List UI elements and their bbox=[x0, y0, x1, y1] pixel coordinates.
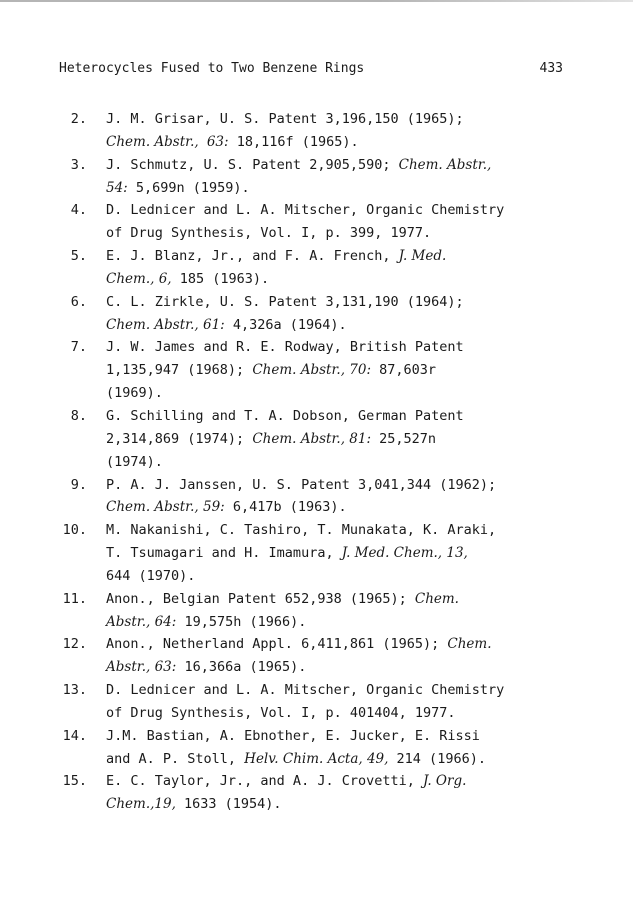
citation-italic: Chem. Abstr., bbox=[398, 156, 492, 173]
reference-line bbox=[106, 268, 626, 291]
citation-text: 19,575h (1966). bbox=[176, 613, 307, 630]
reference-text bbox=[106, 725, 626, 771]
reference-line bbox=[106, 496, 626, 519]
reference-number: 3. bbox=[70, 156, 87, 173]
reference-line bbox=[106, 770, 626, 793]
citation-text: D. Lednicer and L. A. Mitscher, Organic Chemistry bbox=[106, 682, 505, 699]
citation-text: Anon., Netherland Appl. 6,411,861 (1965); bbox=[106, 636, 448, 653]
reference-number: 15. bbox=[62, 773, 87, 790]
top-rule bbox=[0, 0, 633, 2]
reference-entry bbox=[0, 679, 633, 725]
reference-entry bbox=[0, 291, 633, 337]
citation-text: of Drug Synthesis, Vol. I, p. 399, 1977. bbox=[106, 225, 432, 242]
reference-line bbox=[106, 656, 626, 679]
reference-entry bbox=[0, 770, 633, 816]
reference-line bbox=[106, 199, 626, 222]
reference-text bbox=[106, 474, 626, 520]
reference-number: 13. bbox=[62, 682, 87, 699]
citation-text: J.M. Bastian, A. Ebnother, E. Jucker, E. Rissi bbox=[106, 727, 480, 744]
citation-italic: Abstr., 64: bbox=[106, 613, 177, 630]
reference-entry bbox=[0, 199, 633, 245]
citation-italic: Chem. Abstr., bbox=[106, 133, 199, 150]
reference-number: 2. bbox=[70, 111, 87, 127]
reference-line bbox=[106, 542, 626, 565]
citation-text: 25,527n bbox=[371, 430, 437, 447]
citation-italic: Chem. Abstr., 61: bbox=[106, 316, 225, 333]
reference-number: 6. bbox=[70, 293, 87, 310]
citation-text: J. W. James and R. E. Rodway, British Patent bbox=[106, 339, 464, 356]
citation-text: P. A. J. Janssen, U. S. Patent 3,041,344 (1962); bbox=[106, 476, 497, 493]
citation-text: 1,135,947 (1968); bbox=[106, 362, 253, 379]
reference-text bbox=[106, 199, 626, 245]
reference-line bbox=[106, 474, 626, 497]
reference-number: 5. bbox=[70, 248, 87, 265]
citation-text: C. L. Zirkle, U. S. Patent 3,131,190 (1964); bbox=[106, 293, 464, 310]
citation-text: 644 (1970). bbox=[106, 567, 196, 584]
reference-line bbox=[106, 359, 626, 382]
citation-text bbox=[199, 134, 207, 150]
reference-line bbox=[106, 679, 626, 702]
reference-line bbox=[106, 154, 626, 177]
reference-entry bbox=[0, 245, 633, 291]
reference-line bbox=[106, 428, 626, 451]
citation-text: 6,417b (1963). bbox=[224, 499, 347, 516]
reference-list bbox=[0, 108, 633, 816]
reference-text bbox=[106, 291, 626, 337]
reference-line bbox=[106, 222, 626, 245]
citation-text: 1633 (1954). bbox=[175, 796, 282, 813]
reference-line bbox=[106, 382, 626, 405]
reference-text bbox=[106, 108, 626, 154]
citation-text: Anon., Belgian Patent 652,938 (1965); bbox=[106, 590, 415, 607]
citation-text: E. C. Taylor, Jr., and A. J. Crovetti, bbox=[106, 773, 423, 790]
citation-text: 18,116f (1965). bbox=[228, 133, 359, 150]
reference-line bbox=[106, 565, 626, 588]
reference-line bbox=[106, 611, 626, 634]
citation-text: D. Lednicer and L. A. Mitscher, Organic Chemistry bbox=[106, 202, 505, 219]
citation-text: E. J. Blanz, Jr., and F. A. French, bbox=[106, 248, 399, 265]
reference-number: 10. bbox=[62, 522, 87, 539]
citation-text: 4,326a (1964). bbox=[224, 316, 347, 333]
reference-line bbox=[106, 336, 626, 359]
reference-line bbox=[106, 451, 626, 474]
citation-text: J. M. Grisar, U. S. Patent 3,196,150 (1965); bbox=[106, 111, 464, 127]
reference-entry bbox=[0, 633, 633, 679]
citation-text: 5,699n (1959). bbox=[127, 179, 250, 196]
reference-number: 12. bbox=[62, 636, 87, 653]
reference-line bbox=[106, 291, 626, 314]
citation-italic: J. Org. bbox=[422, 773, 467, 790]
citation-text: 2,314,869 (1974); bbox=[106, 430, 253, 447]
citation-text: J. Schmutz, U. S. Patent 2,905,590; bbox=[106, 156, 399, 173]
reference-number: 8. bbox=[70, 407, 87, 424]
reference-entry bbox=[0, 108, 633, 154]
reference-entry bbox=[0, 154, 633, 200]
reference-line bbox=[106, 131, 626, 154]
citation-italic: Chem. bbox=[414, 590, 459, 607]
citation-text: (1974). bbox=[106, 453, 163, 470]
reference-line bbox=[106, 633, 626, 656]
reference-line bbox=[106, 245, 626, 268]
citation-text: G. Schilling and T. A. Dobson, German Patent bbox=[106, 407, 464, 424]
citation-italic: Chem.,19, bbox=[106, 796, 176, 813]
citation-italic: Chem. Abstr., 59: bbox=[106, 499, 225, 516]
reference-number: 14. bbox=[62, 727, 87, 744]
reference-line bbox=[106, 793, 626, 816]
citation-italic: Abstr., 63: bbox=[106, 659, 177, 676]
reference-line bbox=[106, 108, 626, 131]
reference-text bbox=[106, 519, 626, 588]
reference-entry bbox=[0, 474, 633, 520]
reference-text bbox=[106, 679, 626, 725]
citation-text: (1969). bbox=[106, 385, 163, 402]
citation-italic: J. Med. bbox=[398, 248, 447, 265]
citation-italic: Chem. bbox=[447, 636, 492, 653]
citation-text: T. Tsumagari and H. Imamura, bbox=[106, 545, 342, 562]
reference-number: 11. bbox=[62, 590, 87, 607]
reference-text bbox=[106, 588, 626, 634]
citation-text: 185 (1963). bbox=[171, 270, 270, 287]
reference-entry bbox=[0, 336, 633, 405]
running-title: Heterocycles Fused to Two Benzene Rings bbox=[59, 61, 365, 76]
reference-line bbox=[106, 702, 626, 725]
reference-line bbox=[106, 588, 626, 611]
reference-text bbox=[106, 405, 626, 474]
page-number: 433 bbox=[539, 61, 563, 76]
reference-text bbox=[106, 633, 626, 679]
citation-italic: J. Med. Chem., 13, bbox=[341, 545, 468, 562]
reference-text bbox=[106, 770, 626, 816]
reference-entry bbox=[0, 725, 633, 771]
citation-text: and A. P. Stoll, bbox=[106, 750, 245, 767]
reference-line bbox=[106, 405, 626, 428]
citation-text: 16,366a (1965). bbox=[176, 659, 307, 676]
reference-number: 7. bbox=[70, 339, 87, 356]
citation-italic: Chem., 6, bbox=[106, 270, 172, 287]
reference-number: 9. bbox=[70, 476, 87, 493]
reference-line bbox=[106, 314, 626, 337]
citation-italic: Chem. Abstr., 70: bbox=[252, 362, 372, 379]
citation-text: of Drug Synthesis, Vol. I, p. 401404, 1977. bbox=[106, 704, 456, 721]
reference-text bbox=[106, 336, 626, 405]
reference-number: 4. bbox=[70, 202, 87, 219]
citation-italic: Chem. Abstr., 81: bbox=[252, 430, 372, 447]
citation-text: 87,603r bbox=[371, 362, 437, 379]
reference-text bbox=[106, 245, 626, 291]
reference-entry bbox=[0, 588, 633, 634]
reference-line bbox=[106, 748, 626, 771]
citation-text: M. Nakanishi, C. Tashiro, T. Munakata, K. Araki, bbox=[106, 522, 497, 539]
reference-entry bbox=[0, 519, 633, 588]
reference-text bbox=[106, 154, 626, 200]
reference-line bbox=[106, 725, 626, 748]
citation-text: 214 (1966). bbox=[388, 750, 486, 767]
reference-entry bbox=[0, 405, 633, 474]
citation-italic: 54: bbox=[106, 179, 128, 196]
citation-italic: 63: bbox=[206, 133, 229, 150]
citation-italic: Helv. Chim. Acta, 49, bbox=[244, 750, 389, 767]
reference-line bbox=[106, 519, 626, 542]
reference-line bbox=[106, 177, 626, 200]
